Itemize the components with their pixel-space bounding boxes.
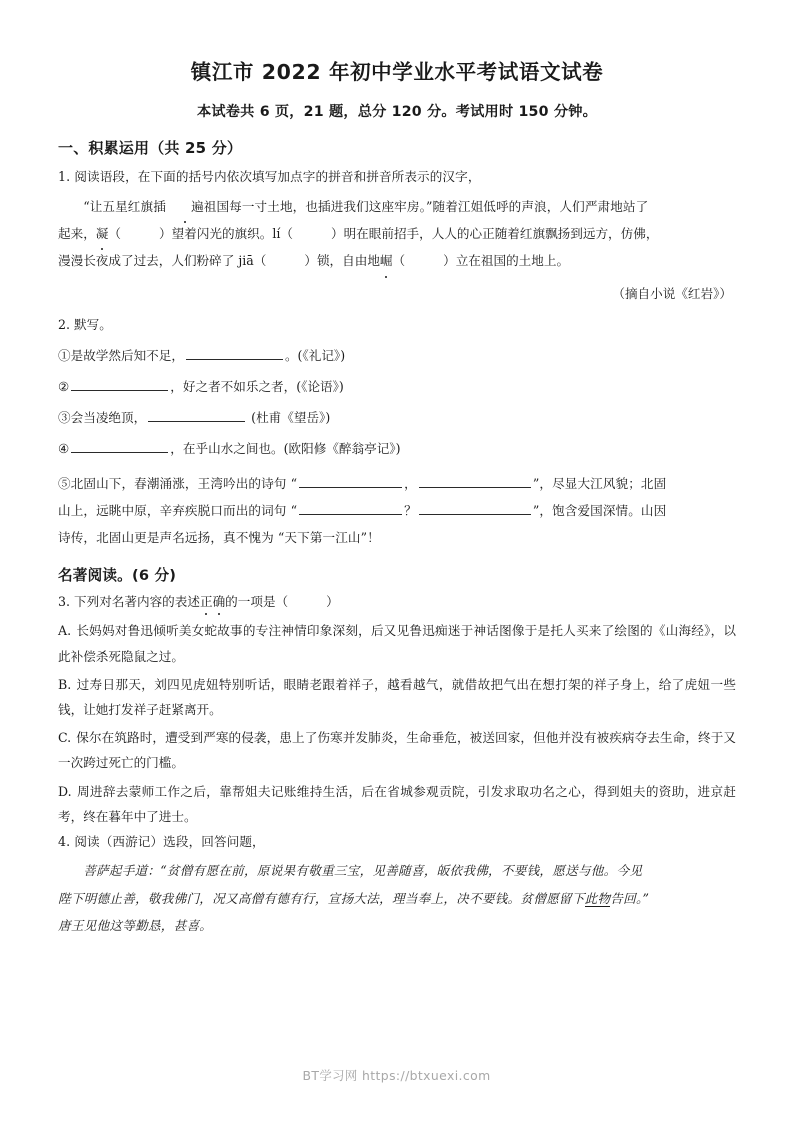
option-text: 周进辞去蒙师工作之后，靠帮姐夫记账维持生活，后在省城参观贡院，引发求取功名之心，得到姐夫的资助，进京赶考，终在暮年中了进士。 xyxy=(58,783,736,824)
memo-text: ⑤北固山下，春潮涌涨，王湾吟出的诗句 “ xyxy=(58,475,298,491)
emphasis-char-que: 确 xyxy=(213,592,226,612)
passage-text: 起来， xyxy=(58,225,96,241)
option-text: 长妈妈对鲁迅倾听美女蛇故事的专注神情印象深刻，后又见鲁迅痴迷于神话图像于是托人买来了绘图的《山海经》，以此补偿杀死隐鼠之过。 xyxy=(58,623,736,664)
page-content xyxy=(58,58,736,941)
memo-text: ”，尽显大江风貌；北固 xyxy=(532,475,667,491)
option-text: 过寿日那天，刘四见虎妞特别听话，眼睛老跟着祥子，越看越气，就借故把气出在想打架的祥子身上，给了虎妞一些钱，让她打发祥子赶紧离开。 xyxy=(58,676,736,717)
passage-text: 告回。” xyxy=(610,890,650,906)
question-3-option-b[interactable] xyxy=(58,672,736,722)
question-2-item-2 xyxy=(58,377,736,397)
memo-text: ， xyxy=(404,475,417,491)
question-2-item-5-line-1 xyxy=(58,471,736,496)
memo-text-before: ④ xyxy=(58,441,70,457)
option-letter: D. xyxy=(58,783,72,799)
question-2-item-3 xyxy=(58,408,736,428)
memo-text: ”，饱含爱国深情。山因 xyxy=(532,502,667,518)
question-1-passage-line-2 xyxy=(58,221,736,246)
question-4-passage-line-1: 菩萨起手道：“贫僧有愿在前，原说果有敬重三宝，见善随喜，皈依我佛，不要钱，愿送与他。今见 xyxy=(83,863,643,879)
question-3-prompt xyxy=(58,592,736,612)
passage-text: ）锁，自由地 xyxy=(304,253,380,269)
section-heading-one: 一、积累运用（共 25 分） xyxy=(58,139,243,158)
emphasis-char-bian: 遍 xyxy=(166,194,204,219)
emphasis-char-zheng: 正 xyxy=(200,592,213,612)
passage-text: 陛下明德止善，敬我佛门，况又高僧有德有行，宣扬大法，理当奉上，决不要钱。贫僧愿留下 xyxy=(58,890,585,906)
fill-in-blank[interactable] xyxy=(148,409,245,422)
emphasis-char-jue: 崛 xyxy=(380,248,393,273)
memo-text-after: ，好之者不如乐之者，(《论语》) xyxy=(170,379,344,395)
memo-text-after: (杜甫《望岳》) xyxy=(247,410,331,426)
passage-text: ）明在眼前招手，人人的心正随着红旗飘扬到远方，仿佛， xyxy=(330,225,659,241)
question-2-prompt: 2. 默写。 xyxy=(58,316,112,332)
question-1-prompt: 1. 阅读语段，在下面的括号内依次填写加点字的拼音和拼音所表示的汉字， xyxy=(58,169,481,185)
option-letter: C. xyxy=(58,730,72,746)
passage-text: （ xyxy=(108,225,121,241)
question-3-option-c[interactable] xyxy=(58,725,736,775)
exam-meta-line: 本试卷共 6 页，21 题，总分 120 分。考试用时 150 分钟。 xyxy=(197,103,597,120)
question-2-item-4 xyxy=(58,439,736,459)
fill-in-blank[interactable] xyxy=(299,502,402,515)
fill-in-blank[interactable] xyxy=(186,347,283,360)
fill-in-blank[interactable] xyxy=(71,378,168,391)
question-1-source-attribution: （摘自小说《红岩》） xyxy=(612,285,732,301)
question-1-passage-line-3 xyxy=(58,248,736,273)
question-4-passage-line-3: 唐王见他这等勤恳，甚喜。 xyxy=(58,918,213,934)
memo-text-before: ② xyxy=(58,379,70,395)
question-3-option-a[interactable] xyxy=(58,618,736,668)
memo-text-after: ，在乎山水之间也。(欧阳修《醉翁亭记》) xyxy=(170,441,401,457)
section-heading-masterpiece: 名著阅读。(6 分) xyxy=(58,566,177,584)
prompt-text: ） xyxy=(326,593,339,609)
emphasis-char-ning: 凝 xyxy=(96,221,109,246)
passage-text: 漫漫长夜成了过去，人们粉碎了 jiā（ xyxy=(58,253,267,269)
passage-text: “让五星红旗插 xyxy=(83,198,166,214)
footer-watermark: BT学习网 https://btxuexi.com xyxy=(302,1068,491,1083)
option-letter: B. xyxy=(58,676,72,692)
passage-text: ）望着闪光的旗织。lí（ xyxy=(158,225,293,241)
page-title: 镇江市 2022 年初中学业水平考试语文试卷 xyxy=(190,60,604,84)
question-4-passage-line-2 xyxy=(58,886,736,911)
fill-in-blank[interactable] xyxy=(299,475,402,488)
question-1-passage-line-1 xyxy=(58,194,736,219)
fill-in-blank[interactable] xyxy=(71,440,168,453)
question-3-option-d[interactable] xyxy=(58,779,736,829)
memo-text-before: ①是故学然后知不足， xyxy=(58,347,184,363)
memo-text-before: ③会当凌绝顶， xyxy=(58,410,147,426)
passage-text: 祖国每一寸土地，也插进我们这座牢房。”随着江姐低呼的声浪，人们严肃地站了 xyxy=(203,198,649,214)
question-2-item-5-line-2 xyxy=(58,498,736,523)
fill-in-blank[interactable] xyxy=(419,475,531,488)
question-2-item-1 xyxy=(58,346,736,366)
memo-text: ？ xyxy=(404,502,417,518)
option-text: 保尔在筑路时，遭受到严寒的侵袭，患上了伤寒并发肺炎，生命垂危，被送回家，但他并没有被疾病夺去生命，终于又一次跨过死亡的门槛。 xyxy=(58,730,736,771)
passage-text: ）立在祖国的土地上。 xyxy=(443,253,570,269)
memo-text-after: 。(《礼记》) xyxy=(284,347,346,363)
prompt-text: 3. 下列对名著内容的表述 xyxy=(58,593,200,609)
passage-text: （ xyxy=(392,253,406,269)
prompt-text: 的一项是（ xyxy=(225,593,289,609)
fill-in-blank[interactable] xyxy=(419,502,531,515)
question-2-item-5-line-3: 诗传，北固山更是声名远扬，真不愧为 “天下第一江山”！ xyxy=(58,530,380,546)
question-4-prompt: 4. 阅读（西游记）选段，回答问题， xyxy=(58,833,265,849)
option-letter: A. xyxy=(58,623,72,639)
memo-text: 山上，远眺中原，辛弃疾脱口而出的词句 “ xyxy=(58,502,298,518)
underlined-phrase: 此物 xyxy=(584,890,611,906)
